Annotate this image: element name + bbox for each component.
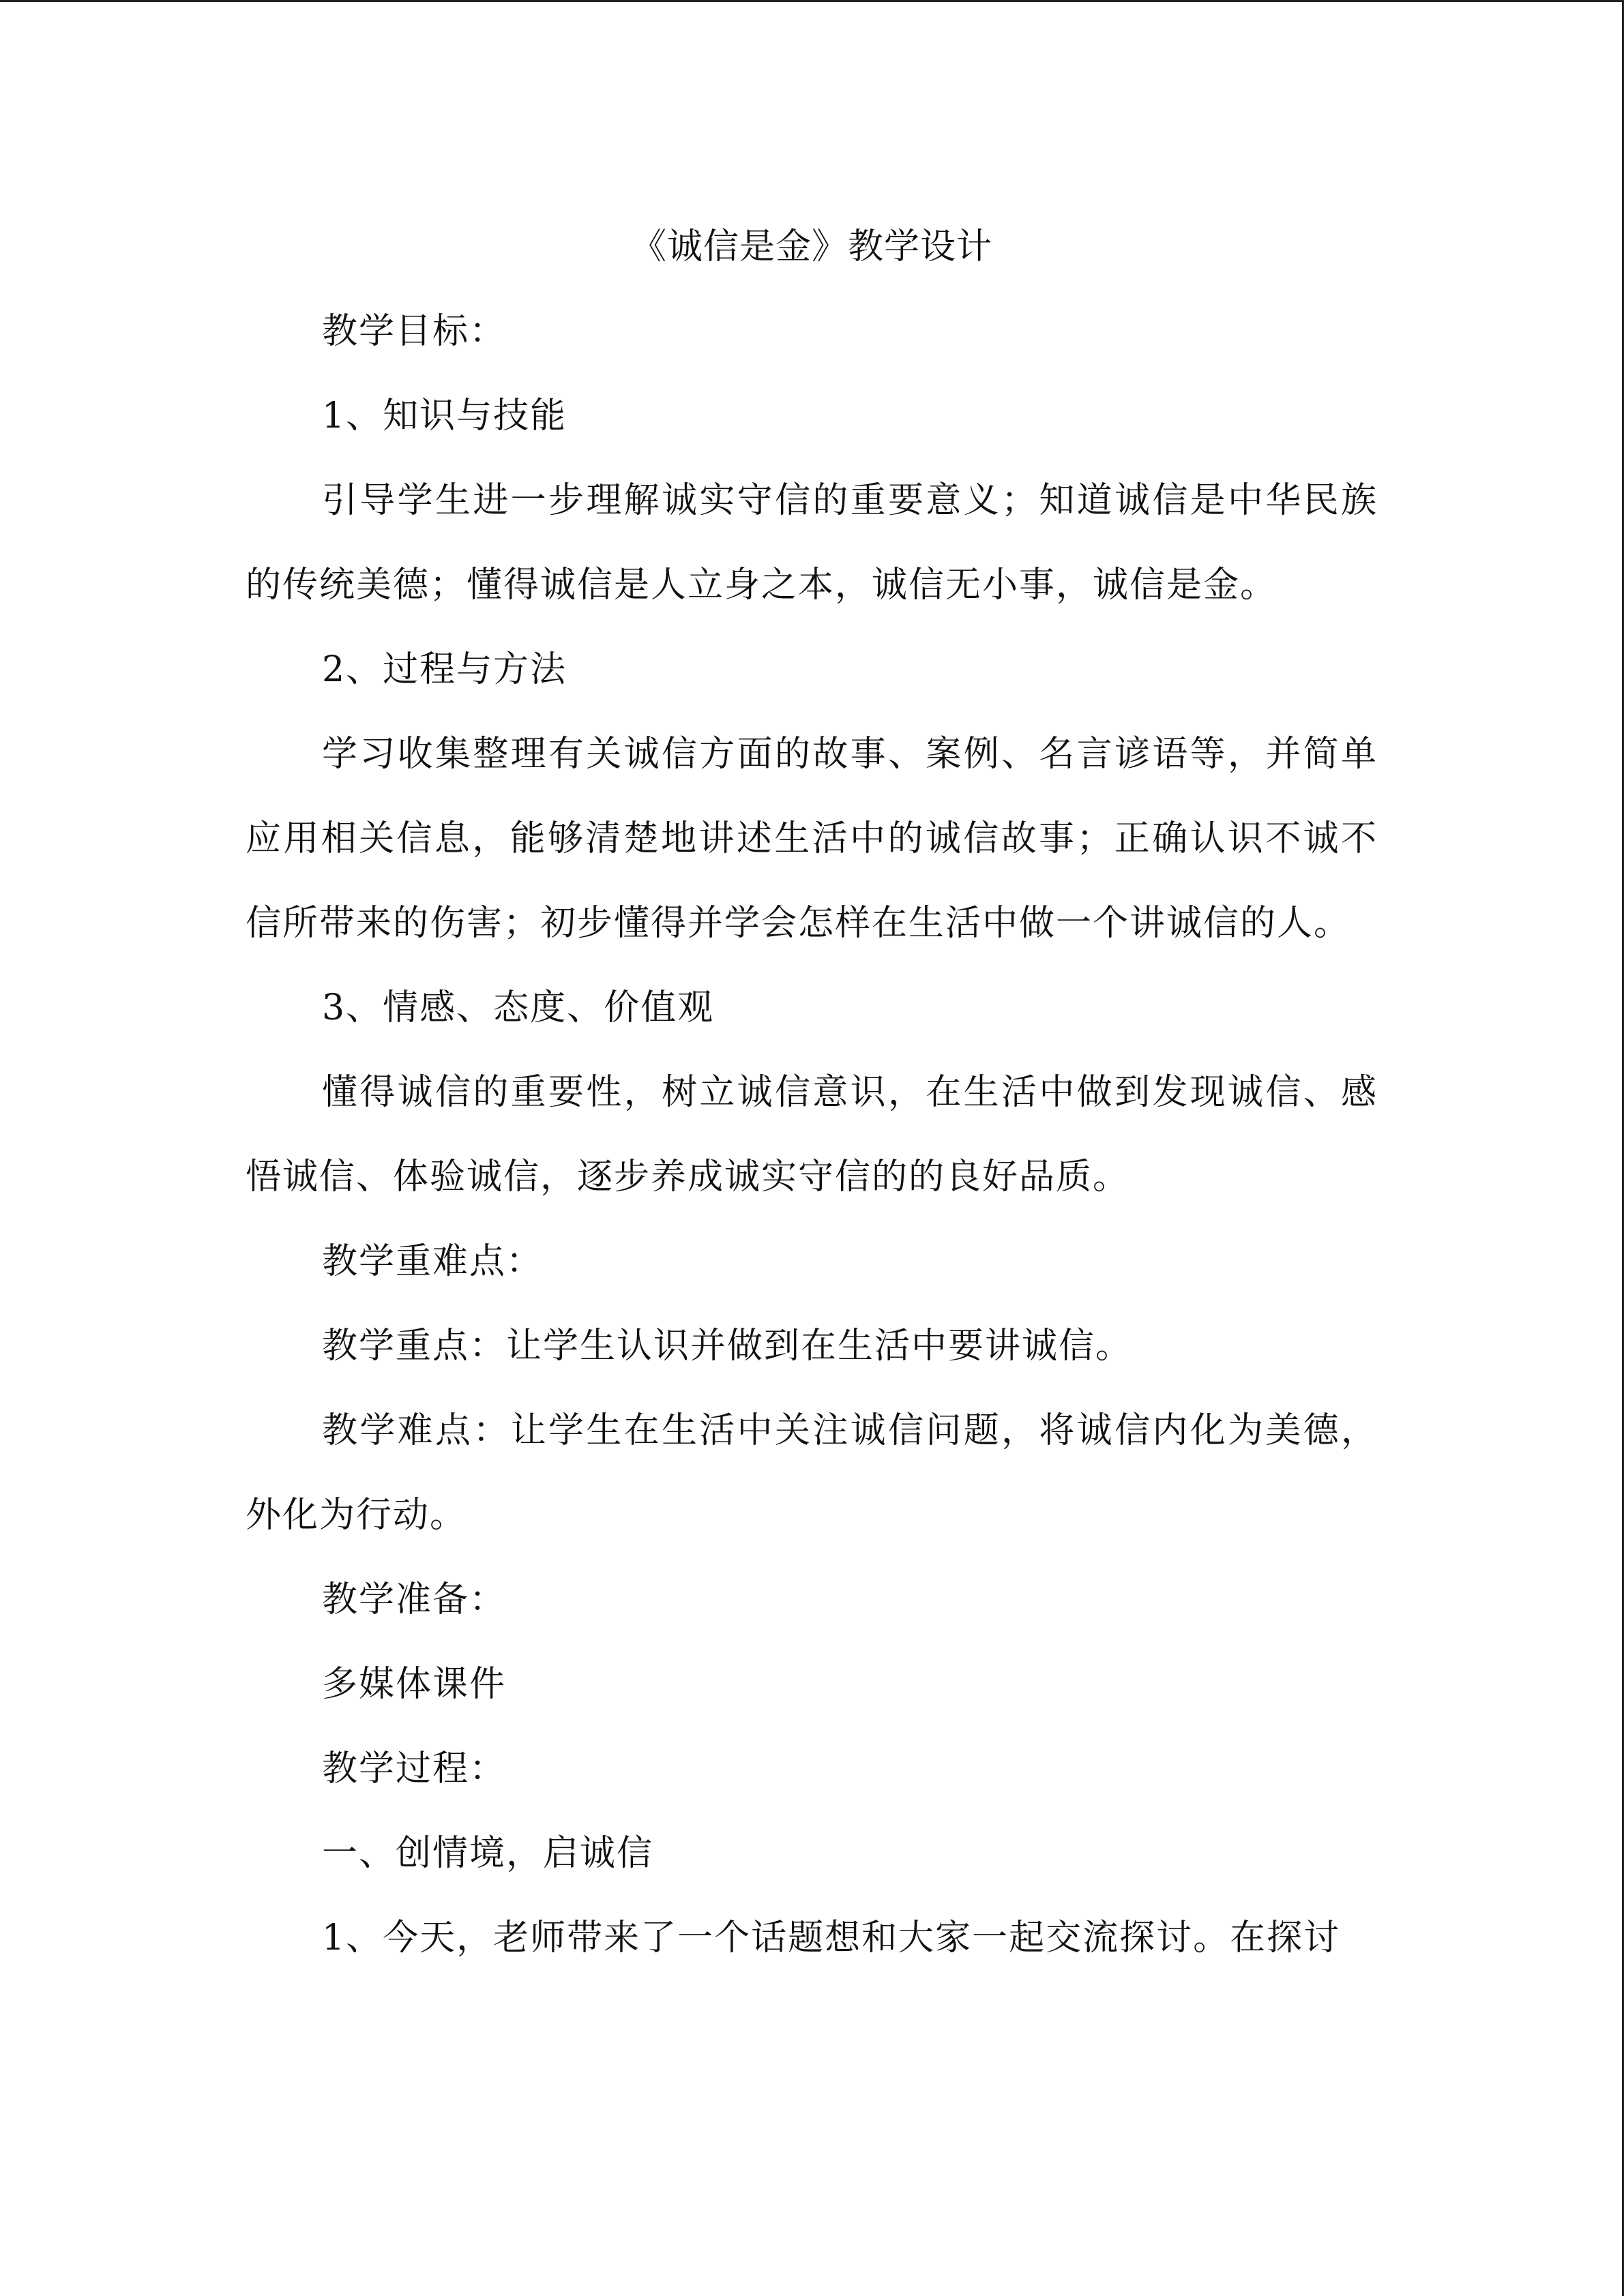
paragraph-process-methods-heading: 2、过程与方法 — [322, 649, 567, 690]
paragraph-difficult-point: 教学难点：让学生在生活中关注诚信问题，将诚信内化为美德，外化为行动。 — [246, 1410, 1378, 1536]
paragraph-emotion-values-heading: 3、情感、态度、价值观 — [322, 987, 715, 1028]
paragraph-knowledge-skills-heading: 1、知识与技能 — [322, 396, 567, 436]
paragraph-knowledge-skills: 引导学生进一步理解诚实守信的重要意义；知道诚信是中华民族的传统美德；懂得诚信是人立身之本，诚信无小事，诚信是金。 — [246, 480, 1378, 606]
paragraph-key-point: 教学重点：让学生认识并做到在生活中要讲诚信。 — [322, 1326, 1133, 1367]
paragraph-teaching-preparation: 教学准备： — [322, 1579, 507, 1620]
page-top-border — [0, 0, 1624, 2]
paragraph-teaching-process: 教学过程： — [322, 1748, 507, 1789]
paragraph-step-one: 1、今天，老师带来了一个话题想和大家一起交流探讨。在探讨 — [322, 1918, 1341, 1958]
paragraph-multimedia: 多媒体课件 — [322, 1664, 507, 1705]
paragraph-key-difficult-points: 教学重难点： — [322, 1241, 544, 1282]
document-title: 《诚信是金》教学设计 — [630, 226, 992, 267]
paragraph-emotion-values: 懂得诚信的重要性，树立诚信意识，在生活中做到发现诚信、感悟诚信、体验诚信，逐步养成诚实守信的的良好品质。 — [246, 1072, 1378, 1197]
document-body — [246, 205, 1378, 1980]
paragraph-section-one: 一、创情境，启诚信 — [322, 1833, 654, 1874]
paragraph-process-methods: 学习收集整理有关诚信方面的故事、案例、名言谚语等，并简单应用相关信息，能够清楚地讲述生活中的诚信故事；正确认识不诚不信所带来的伤害；初步懂得并学会怎样在生活中做一个讲诚信的人。 — [246, 734, 1378, 944]
paragraph-teaching-goals: 教学目标： — [322, 311, 507, 352]
